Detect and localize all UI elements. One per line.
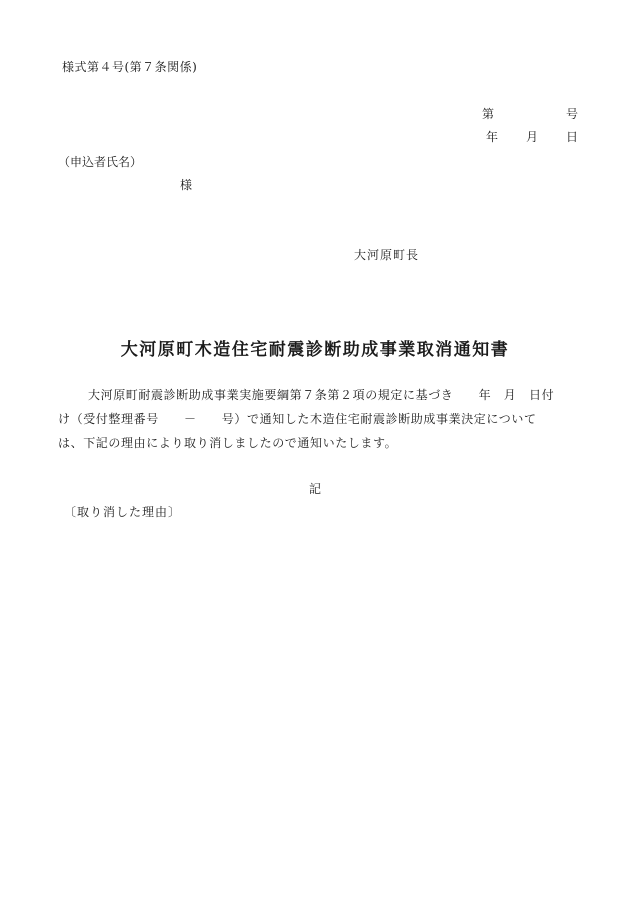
honorific: 様 xyxy=(180,178,193,192)
notice-body xyxy=(58,383,584,455)
number-suffix: 号 xyxy=(565,107,578,121)
form-number: 様式第４号(第７条関係) xyxy=(62,60,198,74)
number-prefix: 第 xyxy=(481,107,494,121)
applicant-name-label: （申込者氏名） xyxy=(58,155,143,169)
date-month: 月 xyxy=(525,130,538,144)
date-day: 日 xyxy=(565,130,578,144)
date-year: 年 xyxy=(485,130,498,144)
date-line xyxy=(486,128,578,145)
reason-label: 〔取り消した理由〕 xyxy=(64,505,182,519)
issuer-name: 大河原町長 xyxy=(354,248,420,262)
body-line-3: は、下記の理由により取り消しましたので通知いたします。 xyxy=(58,436,398,450)
document-title: 大河原町木造住宅耐震診断助成事業取消通知書 xyxy=(120,340,510,360)
body-line-2: け（受付整理番号 － 号）で通知した木造住宅耐震診断助成事業決定について xyxy=(58,412,537,426)
ki-heading: 記 xyxy=(308,482,321,496)
body-line-1: 大河原町耐震診断助成事業実施要綱第７条第２項の規定に基づき 年 月 日付 xyxy=(88,388,555,402)
document-number-line xyxy=(482,105,578,122)
